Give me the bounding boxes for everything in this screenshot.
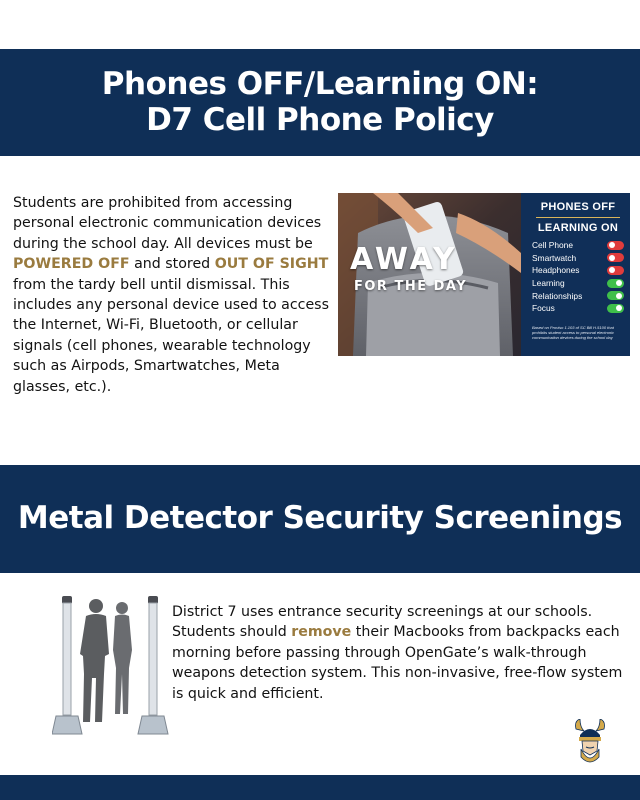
out-of-sight-highlight: OUT OF SIGHT <box>214 256 329 273</box>
toggle-label: Focus <box>532 303 555 314</box>
toggle-off-icon <box>607 241 624 250</box>
policy-title-line1: Phones OFF/Learning ON: <box>101 65 539 102</box>
viking-mascot-logo <box>572 719 608 767</box>
footer-banner <box>0 775 640 800</box>
screening-title: Metal Detector Security Screenings <box>17 500 623 537</box>
toggle-on-icon <box>607 279 624 288</box>
toggle-off-icon <box>607 266 624 275</box>
toggle-row <box>532 302 624 315</box>
toggle-row <box>532 239 624 252</box>
metal-detector-icon <box>52 594 172 740</box>
policy-title-line2: D7 Cell Phone Policy <box>146 101 494 138</box>
policy-title <box>102 67 538 139</box>
away-for-the-day-graphic <box>338 193 630 356</box>
toggle-row <box>532 264 624 277</box>
proviso-note: Based on Proviso 1.103 of SC Bill H.5100 that prohibits student access to personal electronic communication devices during the school day <box>532 324 615 340</box>
panel-title-learning-on: LEARNING ON <box>537 222 619 234</box>
toggle-row <box>532 289 624 302</box>
toggle-label: Smartwatch <box>532 252 577 263</box>
screening-paragraph <box>172 602 632 704</box>
away-subtitle: FOR THE DAY <box>354 279 468 294</box>
remove-highlight: remove <box>291 624 352 641</box>
toggle-label: Relationships <box>532 290 583 301</box>
panel-divider <box>536 217 620 218</box>
powered-off-highlight: POWERED OFF <box>13 256 130 273</box>
toggle-label: Learning <box>532 278 565 289</box>
policy-paragraph <box>13 193 333 397</box>
screening-header-banner <box>0 465 640 573</box>
away-word: AWAY <box>350 242 458 277</box>
toggle-row <box>532 277 624 290</box>
panel-title-phones-off: PHONES OFF <box>540 201 616 213</box>
toggle-on-icon <box>607 291 624 300</box>
policy-header-banner <box>0 49 640 156</box>
toggle-row <box>532 252 624 265</box>
policy-text-part3: from the tardy bell until dismissal. This includes any personal device used to access the Internet, Wi-Fi, Bluetooth, or cellular signals (cell phones, wearable technology such as Airpods, Smartwatches, Meta glasses, etc.). <box>13 276 329 395</box>
toggle-label: Cell Phone <box>532 240 573 251</box>
toggle-list <box>532 239 624 315</box>
toggle-off-icon <box>607 253 624 262</box>
policy-text-part2: and stored <box>129 256 215 273</box>
policy-text-part1: Students are prohibited from accessing personal electronic communication devices during the school day. All devices must be <box>13 195 322 252</box>
screening-text-part1: District 7 uses entrance security screenings at our schools. Students should <box>172 604 593 641</box>
screening-text-part2: their Macbooks from backpacks each morning before passing through OpenGate’s walk-through weapons detection system. This non-invasive, free-flow system is quick and efficient. <box>172 624 623 702</box>
toggle-on-icon <box>607 304 624 313</box>
toggle-label: Headphones <box>532 265 580 276</box>
phones-off-panel <box>521 193 630 356</box>
